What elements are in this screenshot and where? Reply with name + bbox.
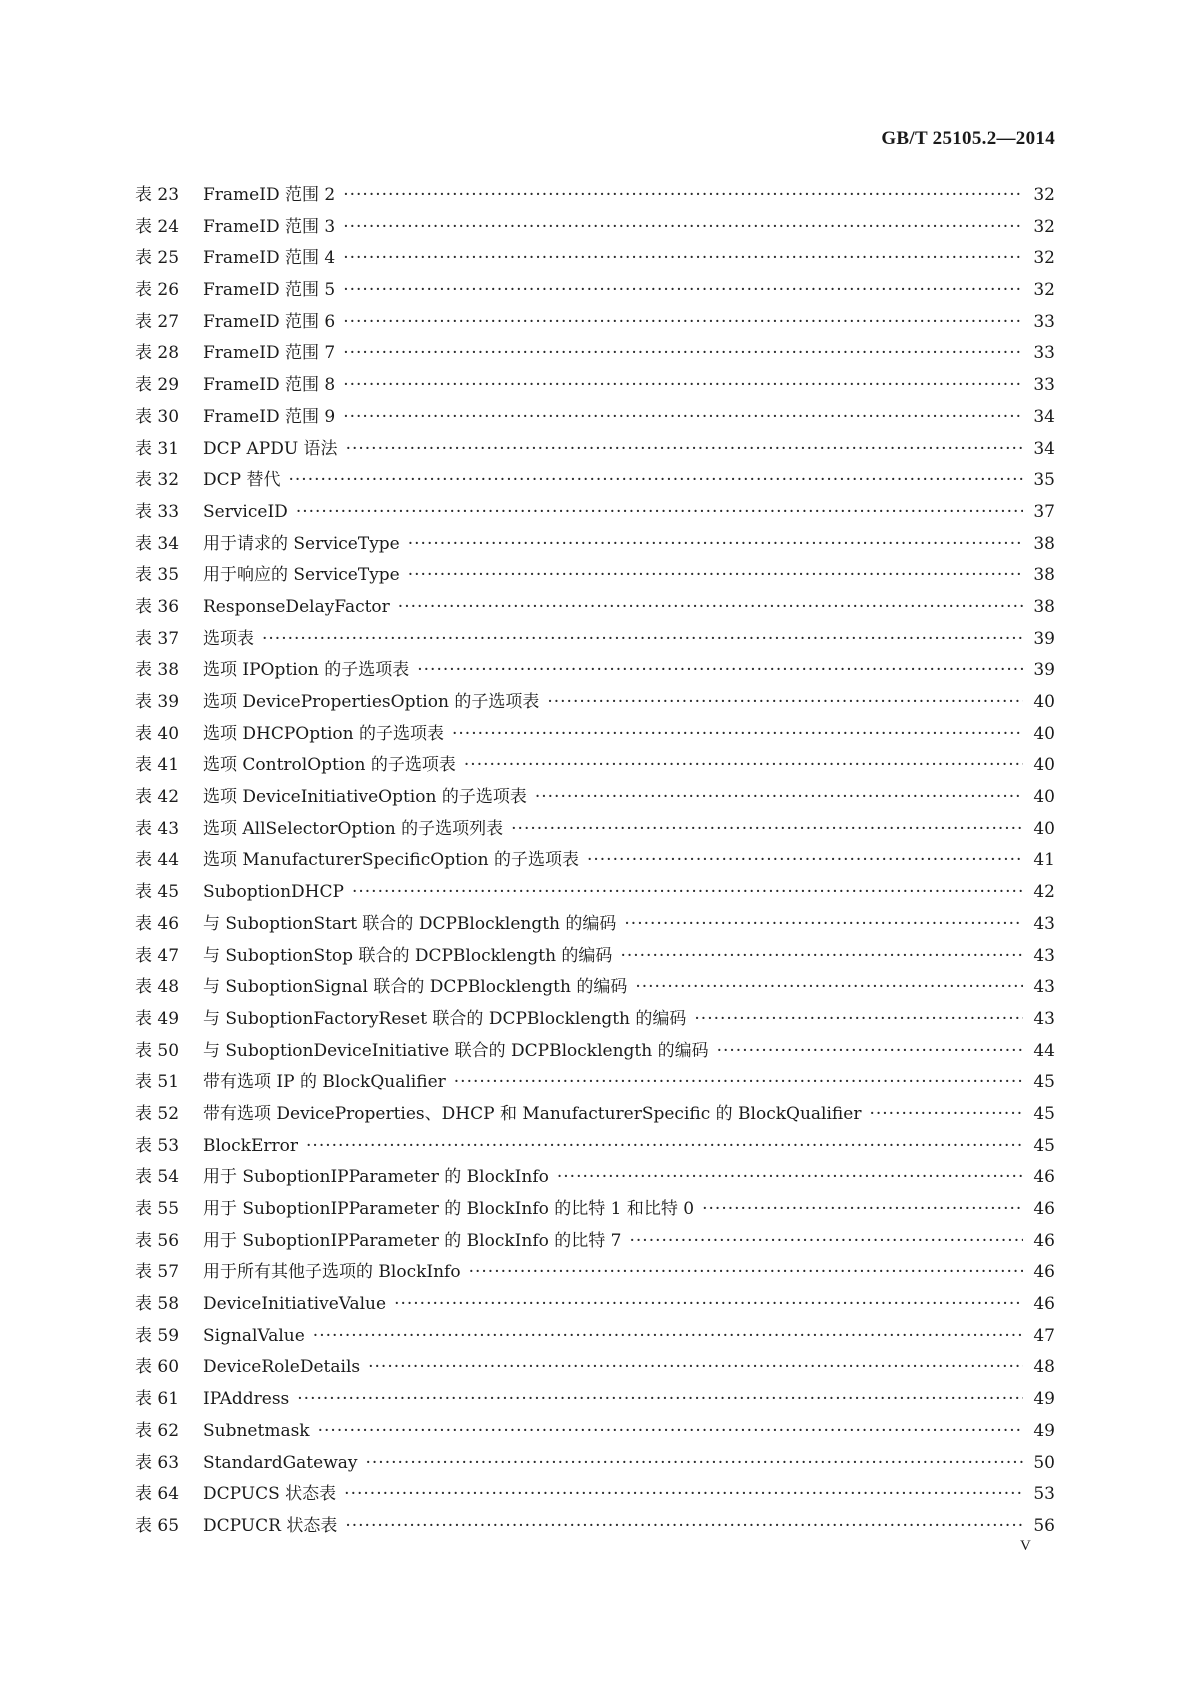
toc-entry-page: 45	[1033, 1103, 1055, 1124]
toc-entry-label: 表 36	[135, 596, 180, 617]
toc-entry-page: 43	[1033, 913, 1055, 934]
toc-entry-page: 49	[1033, 1420, 1055, 1441]
toc-dot-leader	[297, 1384, 1023, 1416]
toc-entry-page: 40	[1033, 755, 1055, 776]
toc-entry[interactable]	[135, 370, 1055, 402]
toc-entry[interactable]	[135, 687, 1055, 719]
toc-entry-page: 35	[1033, 470, 1055, 491]
toc-entry[interactable]	[135, 592, 1055, 624]
toc-entry[interactable]	[135, 1352, 1055, 1384]
table-of-contents	[135, 180, 1055, 1543]
toc-entry[interactable]	[135, 338, 1055, 370]
toc-entry-page: 50	[1033, 1452, 1055, 1473]
toc-entry[interactable]	[135, 434, 1055, 466]
toc-entry-label: 表 62	[135, 1420, 180, 1441]
toc-entry-page: 33	[1033, 375, 1055, 396]
toc-entry[interactable]	[135, 941, 1055, 973]
toc-entry[interactable]	[135, 1321, 1055, 1353]
toc-entry-title: 与 SuboptionStart 联合的 DCPBlocklength 的编码	[203, 913, 617, 934]
toc-entry-title: FrameID 范围 4	[203, 248, 336, 269]
toc-dot-leader	[620, 941, 1023, 973]
toc-dot-leader	[629, 1226, 1023, 1258]
toc-entry-title: FrameID 范围 5	[203, 280, 336, 301]
toc-dot-leader	[694, 1004, 1023, 1036]
toc-entry-title: 与 SuboptionDeviceInitiative 联合的 DCPBlocklength 的编码	[203, 1040, 709, 1061]
toc-entry[interactable]	[135, 497, 1055, 529]
toc-entry-label: 表 65	[135, 1515, 180, 1536]
toc-entry-title: StandardGateway	[203, 1452, 358, 1473]
toc-entry[interactable]	[135, 1099, 1055, 1131]
toc-entry-label: 表 34	[135, 533, 180, 554]
toc-entry-page: 46	[1033, 1262, 1055, 1283]
toc-entry-label: 表 50	[135, 1040, 180, 1061]
toc-dot-leader	[313, 1321, 1023, 1353]
toc-entry-label: 表 30	[135, 406, 180, 427]
toc-entry-page: 43	[1033, 1008, 1055, 1029]
toc-entry-page: 48	[1033, 1357, 1055, 1378]
toc-entry[interactable]	[135, 1131, 1055, 1163]
toc-entry-title: FrameID 范围 7	[203, 343, 336, 364]
toc-entry-title: 选项 DeviceInitiativeOption 的子选项表	[203, 787, 527, 808]
toc-entry-title: 带有选项 DeviceProperties、DHCP 和 ManufacturerSpecific 的 BlockQualifier	[203, 1103, 862, 1124]
toc-entry-page: 53	[1033, 1484, 1055, 1505]
toc-entry-label: 表 23	[135, 185, 180, 205]
toc-entry[interactable]	[135, 275, 1055, 307]
toc-entry-title: DCP 替代	[203, 470, 281, 491]
toc-entry-title: ServiceID	[203, 501, 288, 522]
toc-entry[interactable]	[135, 1384, 1055, 1416]
toc-entry[interactable]	[135, 782, 1055, 814]
toc-entry-page: 40	[1033, 787, 1055, 808]
toc-entry-label: 表 60	[135, 1357, 180, 1378]
toc-entry-page: 38	[1033, 565, 1055, 586]
toc-entry-title: BlockError	[203, 1135, 299, 1156]
toc-dot-leader	[343, 275, 1023, 307]
toc-entry-title: ResponseDelayFactor	[203, 596, 390, 617]
toc-entry-title: 选项 DHCPOption 的子选项表	[203, 723, 444, 744]
toc-entry[interactable]	[135, 307, 1055, 339]
toc-dot-leader	[345, 1511, 1023, 1543]
toc-entry-label: 表 40	[135, 723, 180, 744]
toc-entry-title: 选项 AllSelectorOption 的子选项列表	[203, 818, 504, 839]
toc-entry-title: 用于响应的 ServiceType	[203, 565, 400, 586]
toc-entry-page: 45	[1033, 1072, 1055, 1093]
toc-entry[interactable]	[135, 814, 1055, 846]
toc-entry-page: 38	[1033, 596, 1055, 617]
toc-entry-label: 表 47	[135, 945, 180, 966]
toc-entry-page: 38	[1033, 533, 1055, 554]
toc-entry-title: 与 SuboptionStop 联合的 DCPBlocklength 的编码	[203, 945, 613, 966]
toc-entry-title: DCP APDU 语法	[203, 438, 338, 459]
toc-entry[interactable]	[135, 909, 1055, 941]
toc-dot-leader	[306, 1131, 1023, 1163]
toc-entry-page: 32	[1033, 248, 1055, 269]
toc-entry-label: 表 28	[135, 343, 180, 364]
toc-dot-leader	[587, 845, 1023, 877]
toc-entry-label: 表 38	[135, 660, 180, 681]
toc-entry[interactable]	[135, 243, 1055, 275]
toc-entry-title: 与 SuboptionSignal 联合的 DCPBlocklength 的编码	[203, 977, 628, 998]
toc-entry[interactable]	[135, 1036, 1055, 1068]
toc-entry-label: 表 29	[135, 375, 180, 396]
toc-entry-page: 41	[1033, 850, 1055, 871]
toc-entry-page: 46	[1033, 1199, 1055, 1219]
toc-entry-label: 表 43	[135, 818, 180, 839]
toc-dot-leader	[469, 1257, 1023, 1289]
toc-entry-label: 表 37	[135, 628, 180, 649]
toc-dot-leader	[869, 1099, 1023, 1131]
toc-dot-leader	[343, 338, 1023, 370]
toc-dot-leader	[464, 750, 1023, 782]
toc-entry[interactable]	[135, 212, 1055, 244]
toc-dot-leader	[417, 655, 1023, 687]
toc-entry[interactable]	[135, 529, 1055, 561]
toc-entry[interactable]	[135, 1511, 1055, 1543]
toc-entry-page: 46	[1033, 1230, 1055, 1251]
toc-entry-page: 47	[1033, 1325, 1055, 1346]
toc-entry[interactable]	[135, 719, 1055, 751]
toc-entry-page: 37	[1033, 501, 1055, 522]
toc-dot-leader	[454, 1067, 1023, 1099]
toc-entry-label: 表 41	[135, 755, 180, 776]
toc-entry-title: DCPUCR 状态表	[203, 1515, 338, 1536]
toc-entry-page: 33	[1033, 343, 1055, 364]
toc-entry-label: 表 26	[135, 280, 180, 301]
toc-entry-label: 表 24	[135, 216, 180, 237]
toc-entry-label: 表 31	[135, 438, 180, 459]
toc-entry-title: FrameID 范围 3	[203, 216, 336, 237]
toc-entry-title: 用于 SuboptionIPParameter 的 BlockInfo	[203, 1167, 549, 1188]
toc-entry-title: IPAddress	[203, 1389, 290, 1410]
toc-dot-leader	[343, 402, 1023, 434]
toc-entry[interactable]	[135, 877, 1055, 909]
toc-dot-leader	[296, 497, 1023, 529]
toc-entry[interactable]	[135, 972, 1055, 1004]
toc-entry[interactable]	[135, 1226, 1055, 1258]
toc-entry-title: 选项 DevicePropertiesOption 的子选项表	[203, 692, 540, 712]
toc-dot-leader	[702, 1194, 1023, 1226]
toc-dot-leader	[368, 1352, 1023, 1384]
toc-dot-leader	[452, 719, 1023, 751]
toc-entry[interactable]	[135, 1067, 1055, 1099]
toc-dot-leader	[717, 1036, 1023, 1068]
toc-entry-title: 与 SuboptionFactoryReset 联合的 DCPBlocklength 的编码	[203, 1008, 687, 1029]
toc-entry-title: FrameID 范围 2	[203, 185, 336, 205]
toc-entry[interactable]	[135, 1004, 1055, 1036]
toc-entry[interactable]	[135, 465, 1055, 497]
toc-entry-page: 40	[1033, 692, 1055, 712]
toc-entry-label: 表 25	[135, 248, 180, 269]
toc-entry-title: FrameID 范围 9	[203, 406, 336, 427]
toc-entry-title: FrameID 范围 8	[203, 375, 336, 396]
toc-entry-label: 表 27	[135, 311, 180, 332]
toc-entry-page: 32	[1033, 216, 1055, 237]
toc-entry[interactable]	[135, 1479, 1055, 1511]
toc-dot-leader	[343, 243, 1023, 275]
toc-entry-page: 39	[1033, 628, 1055, 649]
toc-entry-label: 表 58	[135, 1294, 180, 1315]
toc-entry-page: 46	[1033, 1167, 1055, 1188]
toc-entry-label: 表 64	[135, 1484, 180, 1505]
toc-entry-page: 32	[1033, 280, 1055, 301]
toc-entry-title: 用于所有其他子选项的 BlockInfo	[203, 1262, 461, 1283]
toc-dot-leader	[635, 972, 1023, 1004]
toc-dot-leader	[511, 814, 1023, 846]
toc-entry-page: 45	[1033, 1135, 1055, 1156]
toc-dot-leader	[343, 212, 1023, 244]
toc-entry-label: 表 51	[135, 1072, 180, 1093]
toc-entry-page: 43	[1033, 945, 1055, 966]
toc-entry-label: 表 53	[135, 1135, 180, 1156]
toc-entry-page: 32	[1033, 185, 1055, 205]
toc-entry-label: 表 32	[135, 470, 180, 491]
toc-entry[interactable]	[135, 1194, 1055, 1226]
toc-entry[interactable]	[135, 750, 1055, 782]
toc-entry-label: 表 49	[135, 1008, 180, 1029]
toc-dot-leader	[288, 465, 1023, 497]
toc-entry-label: 表 55	[135, 1199, 180, 1219]
toc-entry[interactable]	[135, 655, 1055, 687]
toc-entry-label: 表 39	[135, 692, 180, 712]
toc-dot-leader	[408, 529, 1023, 561]
toc-entry[interactable]	[135, 845, 1055, 877]
toc-entry-page: 43	[1033, 977, 1055, 998]
toc-entry-label: 表 46	[135, 913, 180, 934]
toc-entry-title: DCPUCS 状态表	[203, 1484, 337, 1505]
toc-dot-leader	[535, 782, 1023, 814]
toc-entry-title: FrameID 范围 6	[203, 311, 336, 332]
toc-entry-page: 42	[1033, 882, 1055, 903]
toc-entry-title: SuboptionDHCP	[203, 882, 344, 903]
toc-dot-leader	[624, 909, 1023, 941]
toc-dot-leader	[343, 307, 1023, 339]
toc-entry-label: 表 45	[135, 882, 180, 903]
toc-entry-page: 40	[1033, 818, 1055, 839]
toc-entry-page: 34	[1033, 406, 1055, 427]
toc-entry[interactable]	[135, 1162, 1055, 1194]
toc-dot-leader	[547, 687, 1023, 719]
toc-entry-label: 表 57	[135, 1262, 180, 1283]
toc-entry-title: 选项 IPOption 的子选项表	[203, 660, 410, 681]
toc-entry-label: 表 33	[135, 501, 180, 522]
toc-dot-leader	[398, 592, 1023, 624]
toc-entry-label: 表 63	[135, 1452, 180, 1473]
toc-entry-page: 39	[1033, 660, 1055, 681]
toc-entry-title: 带有选项 IP 的 BlockQualifier	[203, 1072, 446, 1093]
toc-entry-title: 用于 SuboptionIPParameter 的 BlockInfo 的比特 1 和比特 0	[203, 1199, 695, 1219]
toc-entry-label: 表 56	[135, 1230, 180, 1251]
toc-entry-label: 表 61	[135, 1389, 180, 1410]
toc-entry-page: 56	[1033, 1515, 1055, 1536]
toc-entry[interactable]	[135, 560, 1055, 592]
toc-dot-leader	[557, 1162, 1023, 1194]
standard-number: GB/T 25105.2—2014	[881, 128, 1055, 149]
toc-dot-leader	[408, 560, 1023, 592]
toc-entry-label: 表 54	[135, 1167, 180, 1188]
toc-entry-title: 用于请求的 ServiceType	[203, 533, 400, 554]
toc-dot-leader	[262, 624, 1023, 656]
toc-dot-leader	[343, 180, 1023, 212]
toc-dot-leader	[318, 1416, 1023, 1448]
toc-entry[interactable]	[135, 1257, 1055, 1289]
toc-entry-title: DeviceInitiativeValue	[203, 1294, 387, 1315]
toc-entry-page: 44	[1033, 1040, 1055, 1061]
toc-entry-page: 46	[1033, 1294, 1055, 1315]
toc-entry-title: Subnetmask	[203, 1420, 310, 1441]
toc-dot-leader	[366, 1448, 1024, 1480]
page-number: V	[1020, 1538, 1031, 1554]
toc-entry-title: 选项 ControlOption 的子选项表	[203, 755, 456, 776]
toc-entry-label: 表 52	[135, 1103, 180, 1124]
toc-dot-leader	[344, 1479, 1023, 1511]
toc-entry[interactable]	[135, 402, 1055, 434]
toc-entry-label: 表 42	[135, 787, 180, 808]
toc-entry-label: 表 48	[135, 977, 180, 998]
toc-entry-title: 用于 SuboptionIPParameter 的 BlockInfo 的比特 7	[203, 1230, 622, 1251]
toc-entry[interactable]	[135, 624, 1055, 656]
toc-entry-title: 选项 ManufacturerSpecificOption 的子选项表	[203, 850, 579, 871]
toc-entry-page: 40	[1033, 723, 1055, 744]
toc-entry[interactable]	[135, 180, 1055, 212]
toc-dot-leader	[394, 1289, 1023, 1321]
toc-dot-leader	[346, 434, 1023, 466]
toc-entry[interactable]	[135, 1448, 1055, 1480]
toc-entry-label: 表 44	[135, 850, 180, 871]
toc-entry-title: SignalValue	[203, 1325, 305, 1346]
toc-entry-label: 表 59	[135, 1325, 180, 1346]
toc-entry-title: 选项表	[203, 628, 254, 649]
toc-entry-label: 表 35	[135, 565, 180, 586]
toc-entry-title: DeviceRoleDetails	[203, 1357, 361, 1378]
toc-entry[interactable]	[135, 1416, 1055, 1448]
toc-entry-page: 34	[1033, 438, 1055, 459]
toc-entry[interactable]	[135, 1289, 1055, 1321]
toc-dot-leader	[343, 370, 1023, 402]
toc-entry-page: 49	[1033, 1389, 1055, 1410]
toc-dot-leader	[352, 877, 1023, 909]
toc-entry-page: 33	[1033, 311, 1055, 332]
